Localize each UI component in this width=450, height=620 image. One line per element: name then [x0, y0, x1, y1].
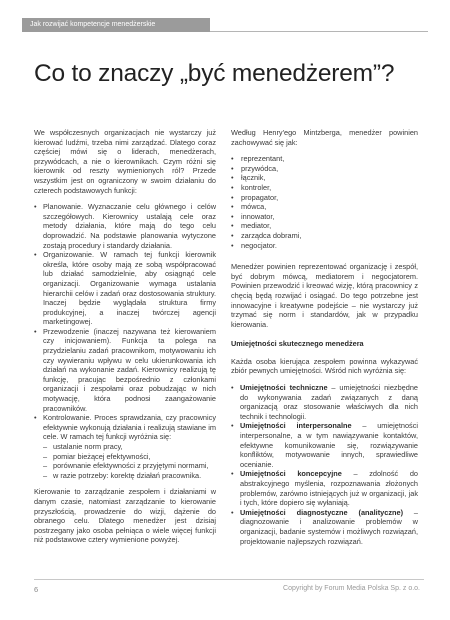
skill-item	[231, 508, 418, 546]
role-item: • innowator,	[231, 212, 418, 222]
role-item: • kontroler,	[231, 183, 418, 193]
control-items-list	[43, 442, 216, 480]
skill-item	[231, 421, 418, 469]
footer-rule	[34, 579, 424, 580]
left-column	[34, 128, 216, 552]
role-item: • reprezentant,	[231, 154, 418, 164]
skill-text: – diagnozowanie i analizowanie problemów w organizacji, badanie systemów i możliwych rozwiązań, projektowanie najlepszych rozwiązań.	[240, 507, 419, 546]
skill-text: – umiejętności interpersonalne, a w tym nawiązywanie kontaktów, efektywne komunikowanie się, rozwiązywanie konfliktów, motywowanie innych, sprawiedliwe ocenianie.	[240, 421, 419, 469]
function-item: • Organizowanie. W ramach tej funkcji kierownik określa, które osoby mają ze sobą współpracować lub działać samodzielnie, aby osiągnąć cele organizacji. Organizowanie wymaga ustalania hierarchii celów i zadań oraz dostosowania struktury. Inaczej będzie wyglądała struktura firmy produkcyjnej, a inaczej twórczej agencji marketingowej.	[34, 250, 216, 327]
skill-term: Umiejętności diagnostyczne (analityczne)	[240, 507, 404, 517]
page-number: 6	[34, 585, 39, 594]
functions-list	[34, 202, 216, 480]
control-item: – porównanie efektywności z przyjętymi normami,	[43, 461, 216, 471]
control-item: – w razie potrzeby: korektę działań pracownika.	[43, 471, 216, 481]
header-rule	[210, 31, 428, 32]
skills-heading: Umiejętności skutecznego menedżera	[231, 339, 364, 349]
control-item: – ustalanie norm pracy,	[43, 442, 216, 452]
skill-term: Umiejętności koncepcyjne	[240, 469, 342, 479]
skill-term: Umiejętności techniczne	[240, 383, 328, 393]
roles-intro: Według Henry'ego Mintzberga, menedżer powinien zachowywać się jak:	[231, 128, 418, 147]
skills-intro: Każda osoba kierująca zespołem powinna wykazywać zbiór pewnych umiejętności. Wśród nich wyróżnia się:	[231, 356, 418, 376]
function-item	[34, 413, 216, 480]
control-item: – pomiar bieżącej efektywności,	[43, 452, 216, 462]
skill-term: Umiejętności interpersonalne	[240, 421, 352, 431]
intro-paragraph: We współczesnych organizacjach nie wystarczy już kierować ludźmi, trzeba nimi zarządzać. Dlatego coraz częściej mówi się o liderach, menedżerach, przywódcach, a nie o kierownikach. Czym różni się kierownik od reszty wymienionych ról? Przede wszystkim jest on ograniczony w swoim działaniu do czterech podstawowych funkcji:	[34, 128, 216, 195]
right-column	[231, 128, 418, 553]
role-item: • mediator,	[231, 221, 418, 231]
running-header: Jak rozwijać kompetencje menedżerskie	[22, 18, 210, 32]
role-item: • propagator,	[231, 193, 418, 203]
role-item: • negocjator.	[231, 241, 418, 251]
skills-list	[231, 383, 418, 546]
roles-paragraph: Menedżer powinien reprezentować organizację i zespół, być dobrym mówcą, mediatorem i negocjatorem. Powinien przewodzić i kreować wizję, którą pracownicy z chęcią będą rozwijać i osiągać. Do tego potrzebne jest innowacyjne i kreatywne podejście – nie wystarczy już trzymać się norm i standardów, jak w przypadku kierowania.	[231, 262, 418, 329]
function-item: • Przewodzenie (inaczej nazywana też kierowaniem czy inicjowaniem). Funkcja ta polega na przydzielaniu zadań pracownikom, motywowaniu ich czy wywieraniu wpływu w celu ukierunkowania ich działań na wykonanie zadań. Kierownicy realizują tę funkcję, pracując bezpośrednio z członkami organizacji i zespołami oraz pobudzając w nich motywację, która podnosi zaangażowanie pracowników.	[34, 327, 216, 413]
function-item: • Planowanie. Wyznaczanie celu głównego i celów szczegółowych. Kierownicy ustalają cele oraz metody działania, które mają do tego celu doprowadzić. Na podstawie planowania wytyczone zostają procedury i standardy działania.	[34, 202, 216, 250]
role-item: • łącznik,	[231, 173, 418, 183]
copyright-notice: Copyright by Forum Media Polska Sp. z o.o.	[283, 585, 420, 592]
role-item: • przywódca,	[231, 164, 418, 174]
skill-item	[231, 469, 418, 507]
role-item: • mówca,	[231, 202, 418, 212]
skill-text: – zdolność do abstrakcyjnego myślenia, rozpoznawania złożonych problemów, zarówno istniejących już w organizacji, jak i tych, które dopiero się wyłaniają.	[240, 469, 418, 508]
role-item: • zarządca dobrami,	[231, 231, 418, 241]
skill-text: – umiejętności niezbędne do wykonywania zadań związanych z daną organizacją oraz stosowanie właściwych dla nich technik i technologii.	[240, 383, 418, 421]
function-item-text: Kontrolowanie. Proces sprawdzania, czy pracownicy efektywnie wykonują działania i realizują stawiane im cele. W ramach tej funkcji wyróżnia się:	[43, 413, 216, 442]
skill-item	[231, 383, 418, 421]
closing-paragraph: Kierowanie to zarządzanie zespołem i działaniami w danym czasie, natomiast zarządzanie to kierowanie przyszłością, prowadzenie do wizji, dążenie do obranego celu. Dlatego menedżer jest dzisiaj postrzegany jako osoba pełniąca o wiele więcej funkcji niż podstawowe cztery wymienione powyżej.	[34, 487, 216, 545]
roles-list	[231, 154, 418, 250]
page-title: Co to znaczy „być menedżerem”?	[34, 60, 395, 87]
